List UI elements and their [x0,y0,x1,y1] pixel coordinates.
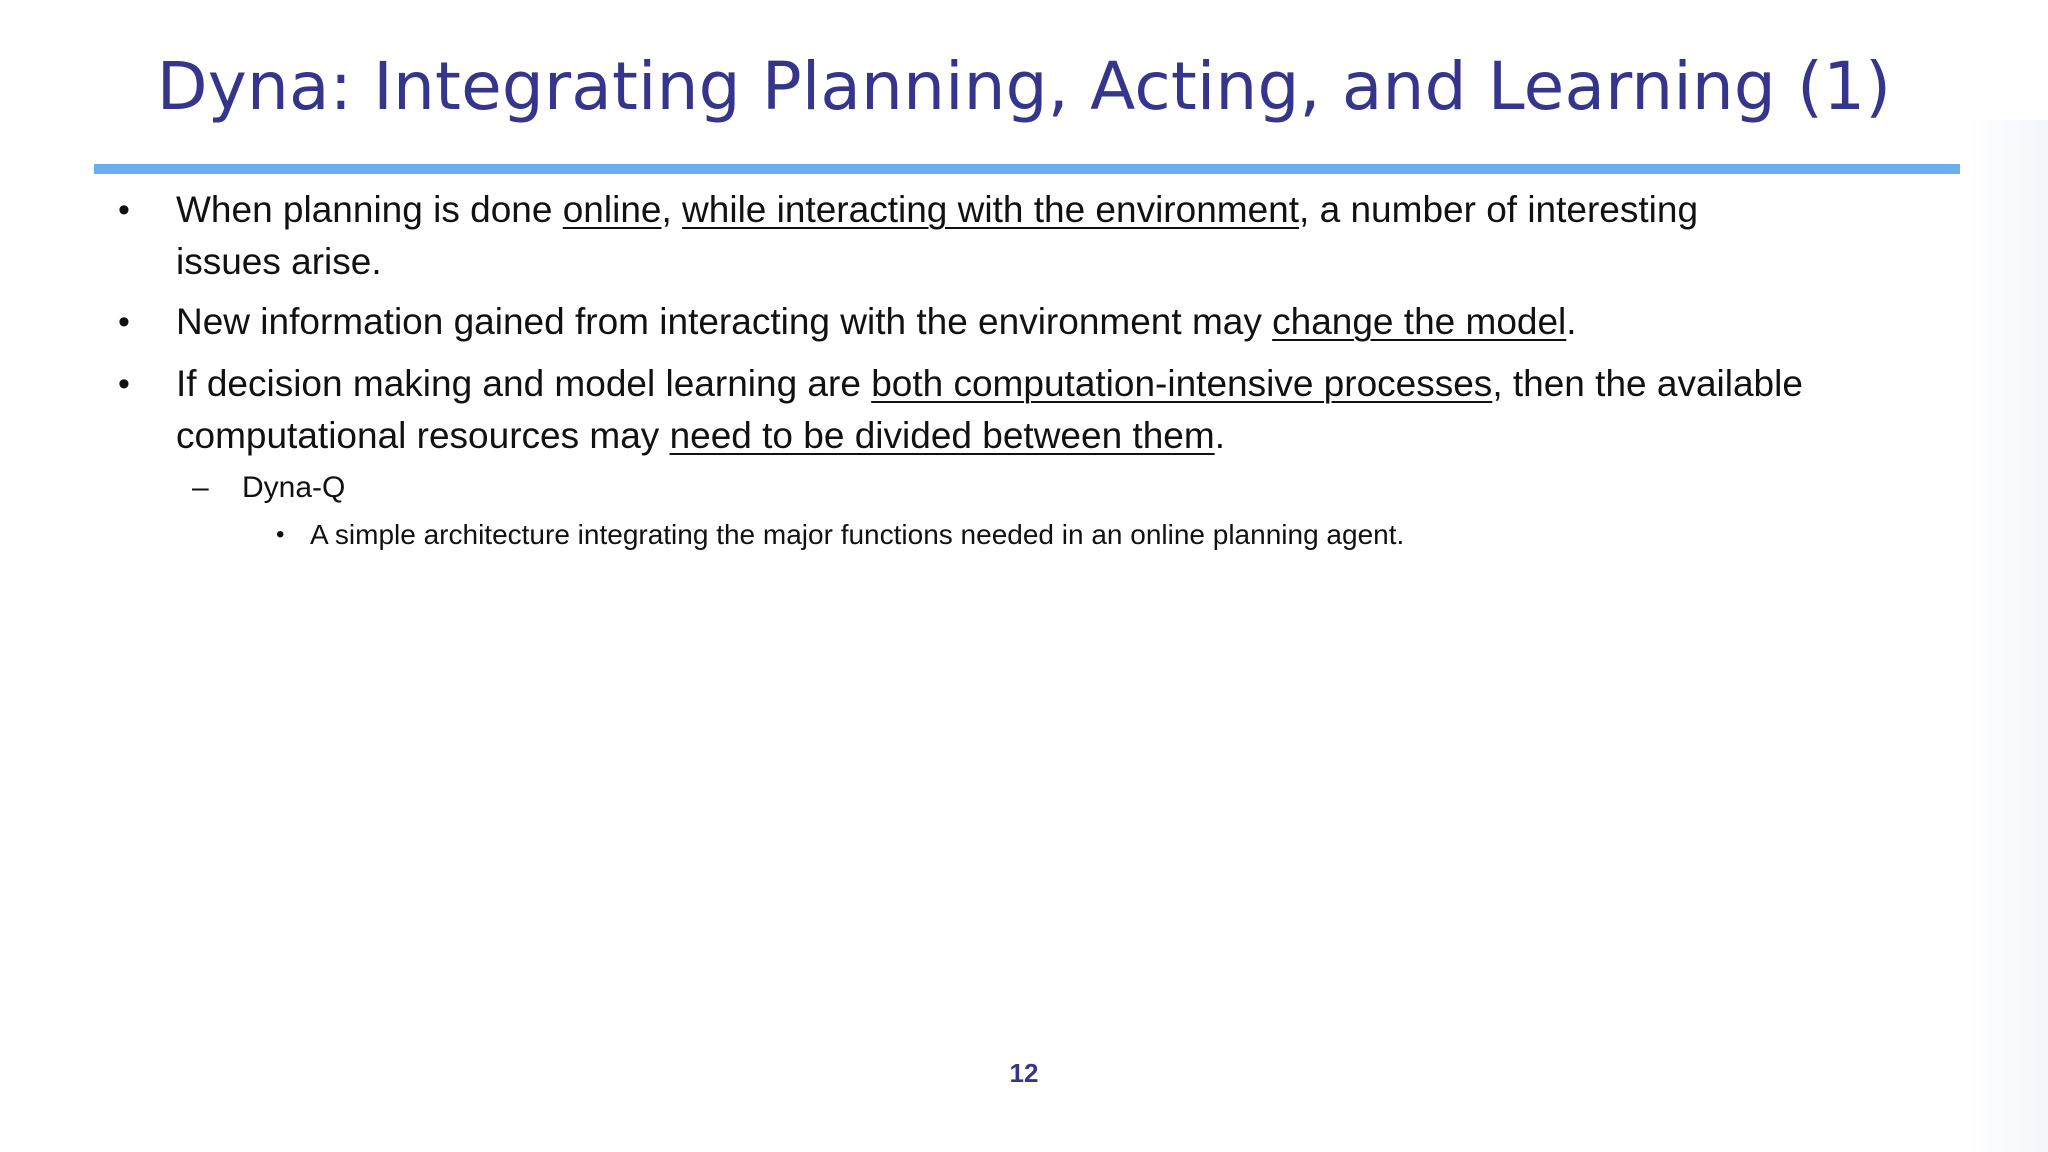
text-run: computational resources may [176,415,670,456]
sub-sub-bullet-item [276,516,1405,554]
underlined-text: both computation-intensive processes [871,363,1493,404]
sub-bullet-text: Dyna-Q [242,471,346,504]
bullet-icon: • [276,521,285,548]
bullet-icon: • [118,191,130,229]
underlined-text: while interacting with the environment [682,189,1300,230]
slide-edge-shade [1968,120,2048,1152]
bullet-icon: • [118,303,130,341]
page-number: 12 [1009,1058,1039,1088]
text-run: issues arise. [176,241,382,282]
text-run: , then the available [1492,363,1803,404]
text-run: , a number of interesting [1299,189,1699,230]
bullet-icon: • [118,365,130,403]
text-run: If decision making and model learning are [176,363,872,404]
underlined-text: change the model [1272,301,1567,342]
text-run: , [661,189,683,230]
underlined-text: online [562,189,662,230]
dash-icon: – [192,471,209,504]
text-run: . [1214,415,1225,456]
sub-sub-bullet-text: A simple architecture integrating the major functions needed in an online planning agent. [310,519,1405,550]
text-run: New information gained from interacting with the environment may [176,301,1273,342]
slide-title: Dyna: Integrating Planning, Acting, and Learning (1) [156,48,1892,125]
text-run: When planning is done [176,189,563,230]
bullet-item-1 [118,184,1936,288]
underlined-text: need to be divided between them [669,415,1215,456]
text-run: . [1566,301,1577,342]
sub-bullet-item [192,468,346,508]
bullet-item-3 [118,358,1936,462]
bullet-item-2 [118,296,1936,348]
title-divider [94,164,1960,174]
